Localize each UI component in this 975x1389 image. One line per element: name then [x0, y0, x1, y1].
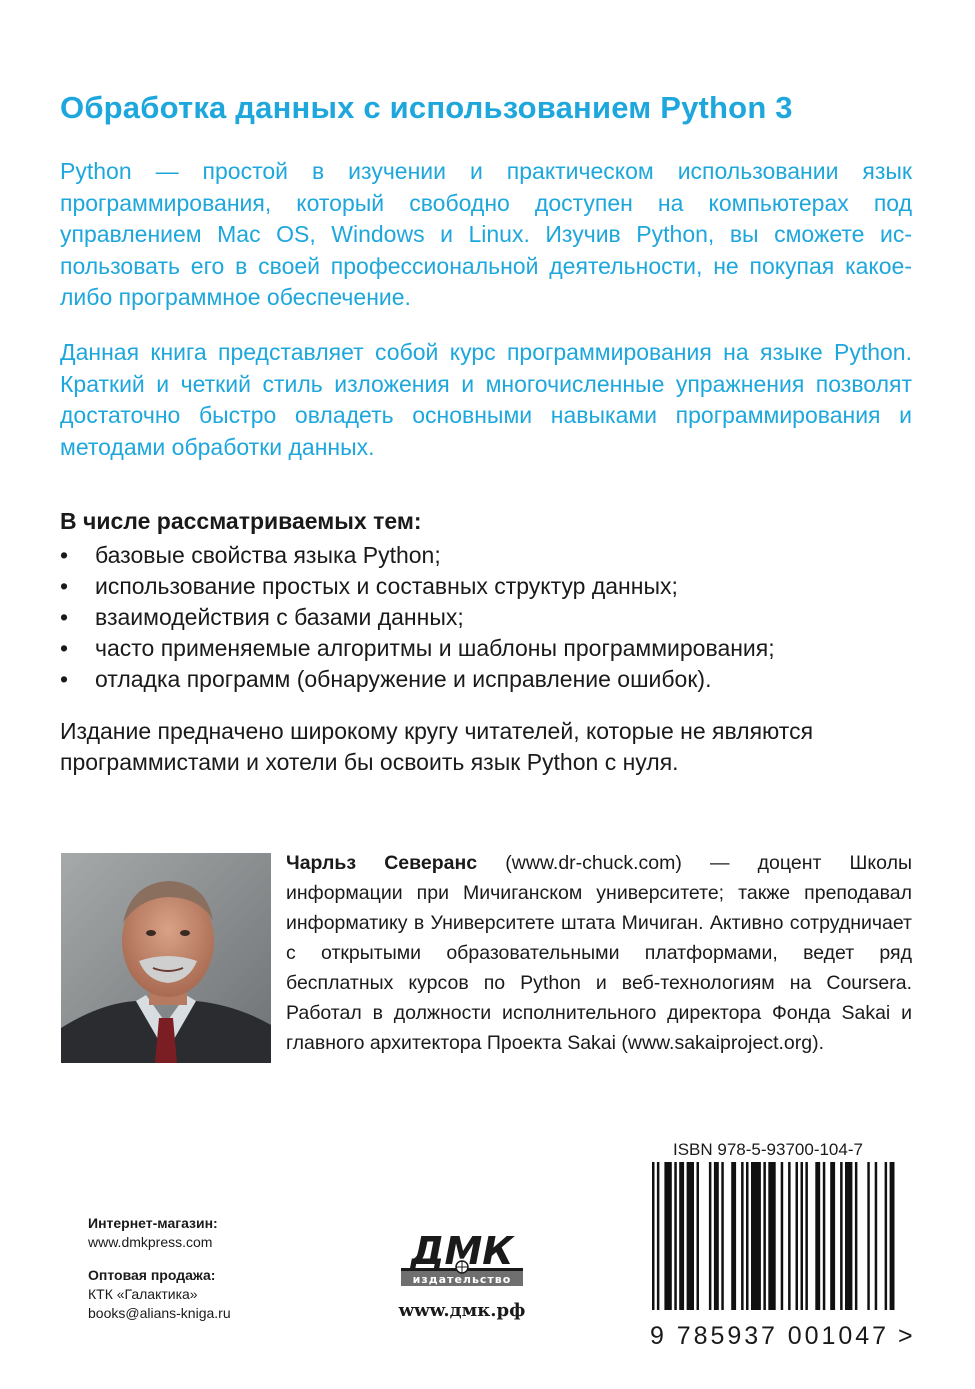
bullet-icon: • [60, 542, 69, 568]
isbn-label: ISBN 978-5-93700-104-7 [673, 1140, 863, 1159]
barcode-bar [751, 1162, 761, 1310]
barcode-bar [687, 1162, 694, 1310]
bullet-icon: • [60, 666, 69, 692]
barcode-bar [652, 1162, 655, 1330]
audience-text: Издание предначено широкому кругу читателей, которые не являются программистами и хотели бы освоить язык Python с нуля. [60, 718, 814, 775]
author-name: Чарльз Северанс [286, 852, 478, 874]
barcode-bar [746, 1162, 749, 1310]
barcode-bar [709, 1162, 712, 1310]
barcode-bar [890, 1162, 895, 1310]
bullet-icon: • [60, 604, 69, 630]
list-item: • отладка программ (обнаружение и исправление ошибок). [60, 666, 712, 692]
barcode-bar [788, 1162, 791, 1330]
barcode-bar [875, 1162, 878, 1310]
author-bio-text: (www.dr-chuck.com) — доцент Школы информации при Мичиганском университете; также преподавал информатику в Университете штата Мичиган. Активно сотрудничает с открытыми образовательными платформами, ведет ряд бесплатных курсов по Python и веб-технологиям на Coursera. Работал в должности исполнительного директора Фонда Sakai и главного архитектора Проекта Sakai (www.sakaiproject.org). [286, 852, 912, 1054]
barcode-digits: 9 785937 001047 [650, 1322, 886, 1350]
barcode-bar [781, 1162, 784, 1310]
intro-paragraph-2: Данная книга представляет собой курс программирования на языке Python. Краткий и четкий стиль изложения и многочисленные упражнения позволят достаточно быстро овладеть основными навыками программирования и методами обработки данных. [60, 339, 912, 460]
list-item: • базовые свойства языка Python; [60, 542, 441, 568]
barcode-marker: > [898, 1322, 913, 1350]
publisher-logo [387, 1224, 537, 1301]
barcode-bar [805, 1162, 808, 1310]
barcode-bar [697, 1162, 700, 1310]
barcode-bar [741, 1162, 744, 1310]
list-item: • использование простых и составных структур данных; [60, 573, 678, 599]
barcode-bar [796, 1162, 799, 1330]
barcode-bar [855, 1162, 858, 1310]
list-item: • взаимодействия с базами данных; [60, 604, 464, 630]
online-shop-label: Интернет-магазин: [88, 1215, 218, 1231]
barcode-bar [815, 1162, 820, 1310]
wholesale-label: Оптовая продажа: [88, 1267, 216, 1283]
bullet-icon: • [60, 635, 69, 661]
wholesale-email[interactable]: books@alians-kniga.ru [88, 1305, 231, 1321]
author-portrait-icon [61, 853, 271, 1063]
wholesale-company: КТК «Галактика» [88, 1286, 198, 1302]
logo-text: ДМК [410, 1229, 514, 1273]
barcode-bar [768, 1162, 775, 1310]
barcode-bar [731, 1162, 736, 1310]
barcode-bar [657, 1162, 660, 1330]
bullet-icon: • [60, 573, 69, 599]
barcode-bar [823, 1162, 826, 1310]
topics-heading: В числе рассматриваемых тем: [60, 508, 422, 534]
shop-info [88, 1214, 231, 1323]
barcode-bar [763, 1162, 766, 1310]
barcode-bars [652, 1162, 895, 1330]
barcode-bar [674, 1162, 677, 1310]
logo-subtext: издательство [412, 1273, 512, 1286]
author-bio [286, 848, 912, 1058]
barcode-bar [664, 1162, 671, 1310]
barcode-bar [679, 1162, 684, 1310]
barcode-bar [885, 1162, 888, 1310]
barcode-bar [714, 1162, 719, 1310]
barcode-bar [721, 1162, 724, 1310]
barcode-bar [830, 1162, 835, 1310]
barcode [646, 1160, 916, 1350]
book-title: Обработка данных с использованием Python 3 [60, 90, 793, 125]
online-shop-url[interactable]: www.dmkpress.com [88, 1234, 213, 1250]
barcode-bar [840, 1162, 843, 1310]
publisher-url[interactable]: www.дмк.рф [398, 1300, 526, 1321]
barcode-bar [867, 1162, 870, 1310]
topics-list [60, 541, 775, 696]
dmk-logo-icon [387, 1224, 537, 1296]
barcode-bar [845, 1162, 852, 1310]
list-item: • часто применяемые алгоритмы и шаблоны программирования; [60, 635, 775, 661]
intro-paragraph-1: Python — простой в изучении и практическом использовании язык программирования, который свободно доступен на компьютерах под управлением Mac OS, Windows и Linux. Изучив Python, вы сможете использовать его в своей профессиональной деятельности, не покупая какое-либо программное обеспечение. [60, 158, 912, 310]
author-photo [61, 853, 271, 1063]
barcode-bar [801, 1162, 804, 1330]
